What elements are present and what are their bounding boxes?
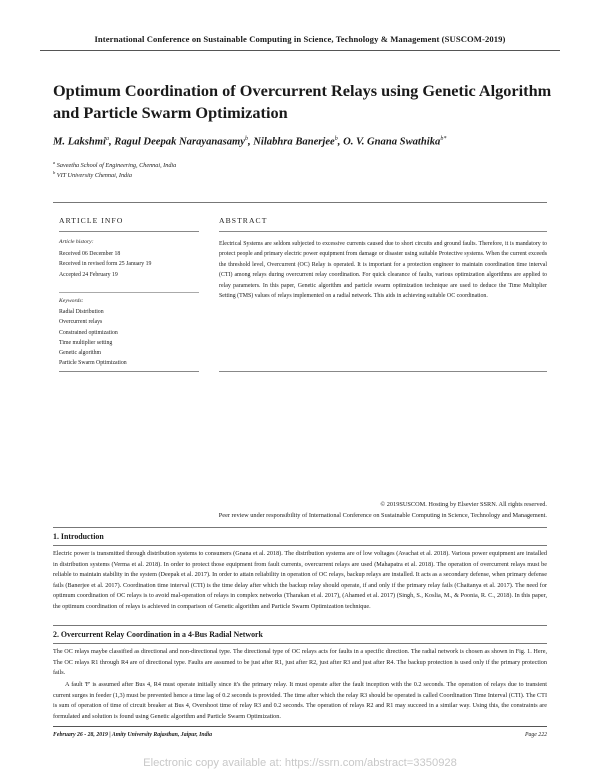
author-name: Ragul Deepak Narayanasamy (114, 136, 245, 148)
history-item: Accepted 24 February 19 (59, 271, 118, 278)
paper-title: Optimum Coordination of Overcurrent Relays using Genetic Algorithm and Particle Swarm Optimization (53, 81, 552, 122)
author-list: M. Lakshmi$^a$, Ragul Deepak Narayanasamy$^b$, Nilabhra Banerjee$^b$, O. V. Gnana Swathika$^{b*}$ (53, 136, 447, 148)
author-name: Nilabhra Banerjee (253, 136, 335, 148)
abstract-heading: ABSTRACT (219, 216, 268, 225)
page-number: Page 222 (524, 732, 547, 738)
keyword-item: Radial Distribution (59, 309, 104, 315)
history-list (59, 249, 151, 280)
frontmatter-divider (53, 202, 547, 203)
keywords-list (59, 307, 127, 369)
ssrn-watermark-link[interactable]: Electronic copy available at: https://ssrn.com/abstract=3350928 (143, 757, 457, 769)
abstract-rule (219, 231, 547, 232)
keywords-label: Keywords: (59, 298, 84, 304)
footer-divider (53, 726, 547, 727)
history-item: Received 06 December 18 (59, 251, 121, 257)
section2-paragraph: A fault 'F' is assumed after Bus 4, R4 must operate initially since it's the primary relay. It must operate after the fault inception with the 0.2 seconds. The operation of relays due to transient current surges in feeder (1,3) must be prevented hence a time lag of 0.2 seconds is provided. The time after which the relay R3 should be operated is called Coordination Time Interval (CTI). The CTI is sum of operation of time of circuit breaker at Bus 4, Overshoot time of relay R3 and 0.2 seconds. The operation of relays R2 and R1 may succeed in a similar way. Using this, the constraints are formulated and solution is found using Genetic algorithm and Particle Swarm Optimization. (53, 681, 547, 720)
header-divider (40, 50, 560, 51)
introduction-paragraph: Electric power is transmitted through distribution systems to consumers (Gnana et al. 2018). The distribution systems are of low voltages (Avachat et al. 2018). Various power equipment are installed in distribution systems (Verma et al. 2018). In order to protect those equipment from fault currents, overcurrent relays are used (Mahapatra et al. 2018). The operation of overcurrent relays must be reliable to maintain stability in the system (Deepak et al. 2017). In order to attain reliability in operation of OC relays, backup relays are installed. It acts as a secondary defense, when primary defense fails (Banerjee et al. 2017). Coordination time interval (CTI) is the time delay after which the backup relay should operate, if and only if the primary relay fails (Chaitanya et al. 2017). The need for optimum coordination of OC relays is to avoid mal-operation of relays in complex networks (Tharakan et al. 2017), (Ahamed et al. 2017) (Singh, S., Koslia, M., & Poonia, R. C., 2018). In this paper, the optimum coordination of relays is achieved in comparison of Genetic algorithm and Particle Swarm Optimization technique. (53, 550, 547, 610)
keyword-item: Particle Swarm Optimization (59, 360, 127, 367)
keywords-rule (59, 292, 199, 293)
section2-bottom-rule (53, 643, 547, 644)
author-affil-mark: a (105, 136, 109, 142)
section1-bottom-rule (53, 545, 547, 546)
keyword-item: Overcurrent relays (59, 319, 103, 326)
affiliation-text: Saveetha School of Engineering, Chennai, India (56, 162, 177, 170)
section2-paragraph: The OC relays maybe classified as directional and non-directional type. The directional type of OC relays acts for faults in a specific direction. The radial network is chosen as shown in Fig. 1. Here, The OC relays R1 through R4 are of directional type. Faults are assumed to be just after R1, just after R2, just after R3 and just after R4. The backup protection is used only if the primary protection fails. (53, 648, 547, 677)
affiliation-mark: a (53, 160, 56, 165)
affiliation-text: VIT University Chennai, India (56, 172, 132, 180)
copyright-line: © 2019SUSCOM. Hosting by Elsevier SSRN. All rights reserved. (380, 501, 547, 508)
affiliation-b (53, 170, 132, 179)
article-info-bottom-rule (59, 371, 199, 372)
history-item: Received in revised form 25 January 19 (59, 261, 152, 268)
section-heading-introduction: 1. Introduction (53, 532, 104, 541)
article-info-heading: ARTICLE INFO (59, 216, 124, 225)
author-affil-mark: b (334, 136, 338, 142)
affiliation-a (53, 160, 176, 169)
peer-review-line: Peer review under responsibility of International Conference on Sustainable Computing in Science, Technology and Management. (218, 512, 547, 519)
section1-top-rule (53, 527, 547, 528)
conference-header: International Conference on Sustainable Computing in Science, Technology & Management (SUSCOM-2019) (94, 34, 506, 44)
abstract-text: Electrical Systems are seldom subjected to excessive currents caused due to short circuits and ground faults. Therefore, it is mandatory to protect people and primary electric power equipment from damage or disaster using suitable Protective systems. When the current exceeds the threshold level, Overcurrent (OC) Relay is operated. It is important for a protection engineer to maintain coordination time interval (CTI) among relays during overcurrent relay coordination. For quick clearance of faults, various optimization algorithms are applied to relay parameters. In this paper, Genetic algorithm and particle swarm optimization technique are used to deduce the Time Multiplier Setting (TMS) values of relays implemented on a radial network. This aids in achieving suitable OC coordination. (219, 241, 547, 300)
history-label: Article history: (59, 239, 94, 245)
author-name: O. V. Gnana Swathika (343, 136, 441, 148)
affiliation-mark: b (53, 170, 56, 175)
author-affil-mark: b (244, 136, 248, 142)
author-affil-mark: b* (440, 136, 447, 142)
footer-event-info: February 26 - 28, 2019 | Amity University Rajasthan, Jaipur, India (53, 732, 213, 738)
author-name: M. Lakshmi (53, 136, 106, 148)
section-heading-relay-coordination: 2. Overcurrent Relay Coordination in a 4-Bus Radial Network (53, 630, 263, 639)
keyword-item: Constrained optimization (59, 329, 118, 336)
abstract-bottom-rule (219, 371, 547, 372)
keyword-item: Time multiplier setting (59, 339, 113, 346)
section2-top-rule (53, 625, 547, 626)
keyword-item: Genetic algorithm (59, 350, 102, 357)
article-info-rule (59, 231, 199, 232)
